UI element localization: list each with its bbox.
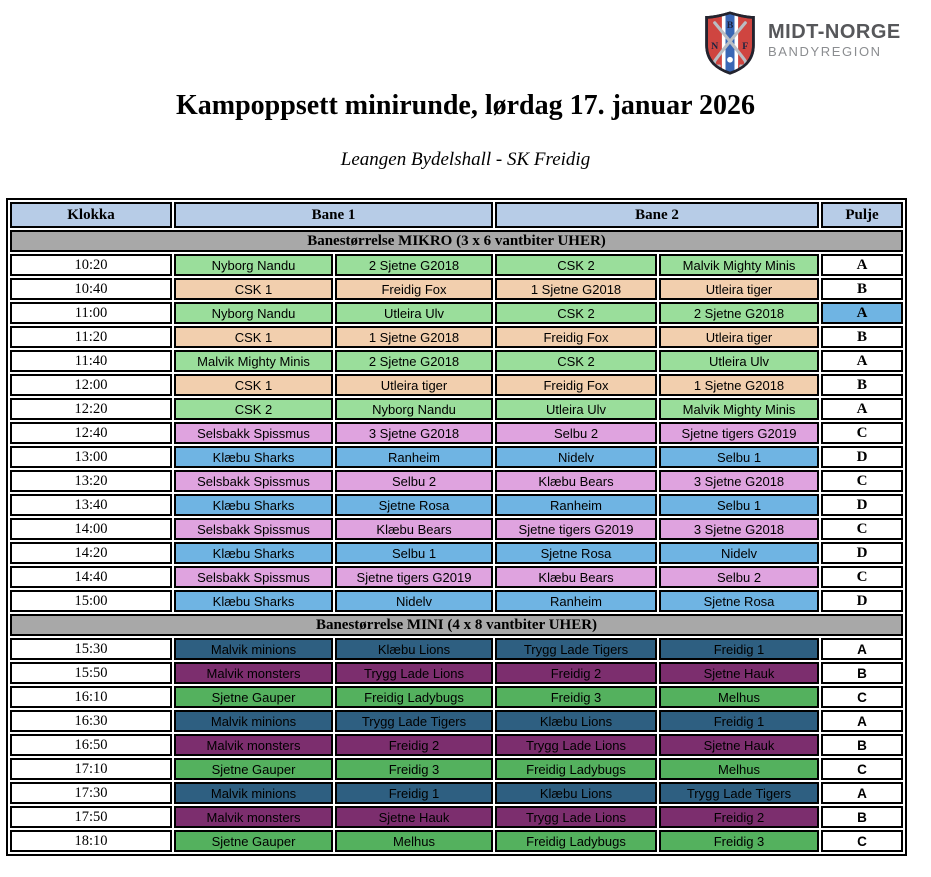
team-cell: Utleira Ulv — [659, 350, 819, 372]
region-logo — [703, 11, 901, 76]
pulje-cell: C — [821, 422, 903, 444]
team-cell: Klæbu Sharks — [174, 590, 333, 612]
team-cell: 3 Sjetne G2018 — [659, 470, 819, 492]
team-cell: Malvik monsters — [174, 806, 333, 828]
team-cell: Utleira tiger — [659, 278, 819, 300]
team-cell: Selsbakk Spissmus — [174, 470, 333, 492]
col-header-bane2: Bane 2 — [495, 202, 819, 228]
pulje-cell: A — [821, 710, 903, 732]
team-cell: 1 Sjetne G2018 — [495, 278, 657, 300]
pulje-cell: C — [821, 830, 903, 852]
team-cell: Selbu 1 — [659, 494, 819, 516]
team-cell: 3 Sjetne G2018 — [335, 422, 493, 444]
team-cell: Sjetne tigers G2019 — [495, 518, 657, 540]
region-subname: BANDYREGION — [768, 44, 882, 59]
time-cell: 15:30 — [10, 638, 172, 660]
team-cell: Nyborg Nandu — [174, 302, 333, 324]
team-cell: Freidig 3 — [659, 830, 819, 852]
match-row — [10, 422, 903, 444]
team-cell: Sjetne tigers G2019 — [659, 422, 819, 444]
pulje-cell: C — [821, 518, 903, 540]
time-cell: 12:40 — [10, 422, 172, 444]
pulje-cell: D — [821, 590, 903, 612]
team-cell: Melhus — [659, 686, 819, 708]
match-row — [10, 494, 903, 516]
team-cell: Utleira tiger — [335, 374, 493, 396]
team-cell: Klæbu Sharks — [174, 494, 333, 516]
time-cell: 17:30 — [10, 782, 172, 804]
team-cell: Sjetne Hauk — [659, 662, 819, 684]
time-cell: 10:20 — [10, 254, 172, 276]
team-cell: Freidig 1 — [659, 638, 819, 660]
match-row — [10, 326, 903, 348]
team-cell: Freidig Fox — [495, 374, 657, 396]
team-cell: Nyborg Nandu — [335, 398, 493, 420]
team-cell: Freidig 2 — [659, 806, 819, 828]
team-cell: Nidelv — [335, 590, 493, 612]
pulje-cell: C — [821, 686, 903, 708]
region-logo-text — [768, 22, 901, 59]
team-cell: CSK 2 — [495, 254, 657, 276]
team-cell: Klæbu Bears — [495, 566, 657, 588]
match-row — [10, 782, 903, 804]
match-row — [10, 638, 903, 660]
match-row — [10, 566, 903, 588]
team-cell: 2 Sjetne G2018 — [659, 302, 819, 324]
team-cell: Klæbu Bears — [335, 518, 493, 540]
team-cell: Malvik Mighty Minis — [174, 350, 333, 372]
team-cell: Klæbu Lions — [495, 782, 657, 804]
team-cell: Freidig 2 — [495, 662, 657, 684]
team-cell: Malvik monsters — [174, 734, 333, 756]
pulje-cell: C — [821, 566, 903, 588]
team-cell: 3 Sjetne G2018 — [659, 518, 819, 540]
match-row — [10, 518, 903, 540]
match-row — [10, 470, 903, 492]
team-cell: Malvik monsters — [174, 662, 333, 684]
team-cell: Selsbakk Spissmus — [174, 566, 333, 588]
team-cell: Selsbakk Spissmus — [174, 518, 333, 540]
shield-letter-f: F — [742, 40, 749, 52]
time-cell: 12:20 — [10, 398, 172, 420]
shield-letter-n: N — [711, 40, 719, 52]
team-cell: Trygg Lade Tigers — [335, 710, 493, 732]
team-cell: Nidelv — [495, 446, 657, 468]
team-cell: Ranheim — [495, 590, 657, 612]
page-title: Kampoppsett minirunde, lørdag 17. januar 2026 — [176, 90, 755, 121]
team-cell: Trygg Lade Lions — [495, 734, 657, 756]
team-cell: Selbu 2 — [335, 470, 493, 492]
section-header-label: Banestørrelse MINI (4 x 8 vantbiter UHER) — [10, 614, 903, 636]
team-cell: Klæbu Sharks — [174, 542, 333, 564]
team-cell: CSK 1 — [174, 326, 333, 348]
time-cell: 10:40 — [10, 278, 172, 300]
pulje-cell: A — [821, 302, 903, 324]
team-cell: Selsbakk Spissmus — [174, 422, 333, 444]
pulje-cell: B — [821, 734, 903, 756]
team-cell: Sjetne Gauper — [174, 758, 333, 780]
time-cell: 12:00 — [10, 374, 172, 396]
match-row — [10, 710, 903, 732]
time-cell: 17:50 — [10, 806, 172, 828]
team-cell: Klæbu Lions — [335, 638, 493, 660]
time-cell: 13:00 — [10, 446, 172, 468]
team-cell: CSK 1 — [174, 278, 333, 300]
pulje-cell: A — [821, 350, 903, 372]
time-cell: 14:40 — [10, 566, 172, 588]
pulje-cell: A — [821, 782, 903, 804]
match-row — [10, 446, 903, 468]
region-name: MIDT-NORGE — [768, 21, 901, 43]
team-cell: Klæbu Sharks — [174, 446, 333, 468]
team-cell: Trygg Lade Lions — [495, 806, 657, 828]
match-row — [10, 662, 903, 684]
schedule-body — [10, 230, 903, 852]
match-row — [10, 758, 903, 780]
team-cell: 2 Sjetne G2018 — [335, 254, 493, 276]
col-header-pulje: Pulje — [821, 202, 903, 228]
team-cell: Trygg Lade Tigers — [495, 638, 657, 660]
pulje-cell: B — [821, 374, 903, 396]
team-cell: Melhus — [335, 830, 493, 852]
time-cell: 13:20 — [10, 470, 172, 492]
team-cell: CSK 2 — [174, 398, 333, 420]
team-cell: Freidig 3 — [495, 686, 657, 708]
pulje-cell: A — [821, 638, 903, 660]
team-cell: Ranheim — [495, 494, 657, 516]
pulje-cell: C — [821, 470, 903, 492]
match-row — [10, 374, 903, 396]
team-cell: Selbu 1 — [659, 446, 819, 468]
team-cell: Malvik Mighty Minis — [659, 398, 819, 420]
pulje-cell: D — [821, 494, 903, 516]
match-row — [10, 278, 903, 300]
match-row — [10, 398, 903, 420]
match-row — [10, 254, 903, 276]
match-row — [10, 302, 903, 324]
match-row — [10, 734, 903, 756]
team-cell: Sjetne Hauk — [335, 806, 493, 828]
match-row — [10, 830, 903, 852]
team-cell: Sjetne Rosa — [335, 494, 493, 516]
team-cell: Freidig Ladybugs — [495, 758, 657, 780]
team-cell: Sjetne tigers G2019 — [335, 566, 493, 588]
team-cell: CSK 1 — [174, 374, 333, 396]
team-cell: Freidig Fox — [495, 326, 657, 348]
shield-letter-b: B — [726, 20, 734, 32]
team-cell: Freidig 1 — [659, 710, 819, 732]
match-row — [10, 590, 903, 612]
team-cell: Malvik minions — [174, 710, 333, 732]
team-cell: Freidig Fox — [335, 278, 493, 300]
time-cell: 14:20 — [10, 542, 172, 564]
time-cell: 15:50 — [10, 662, 172, 684]
time-cell: 14:00 — [10, 518, 172, 540]
team-cell: Sjetne Rosa — [659, 590, 819, 612]
team-cell: Utleira Ulv — [495, 398, 657, 420]
team-cell: Malvik minions — [174, 782, 333, 804]
pulje-cell: B — [821, 662, 903, 684]
section-row — [10, 614, 903, 636]
team-cell: Utleira tiger — [659, 326, 819, 348]
team-cell: Freidig 3 — [335, 758, 493, 780]
time-cell: 16:50 — [10, 734, 172, 756]
match-row — [10, 806, 903, 828]
time-cell: 11:20 — [10, 326, 172, 348]
match-schedule-table — [6, 198, 907, 856]
team-cell: Freidig Ladybugs — [335, 686, 493, 708]
team-cell: Ranheim — [335, 446, 493, 468]
team-cell: Sjetne Rosa — [495, 542, 657, 564]
pulje-cell: A — [821, 254, 903, 276]
col-header-bane1: Bane 1 — [174, 202, 493, 228]
bandy-shield-icon — [703, 11, 757, 76]
section-row — [10, 230, 903, 252]
team-cell: Freidig Ladybugs — [495, 830, 657, 852]
team-cell: Nidelv — [659, 542, 819, 564]
team-cell: Sjetne Gauper — [174, 686, 333, 708]
team-cell: Sjetne Hauk — [659, 734, 819, 756]
team-cell: Nyborg Nandu — [174, 254, 333, 276]
time-cell: 16:10 — [10, 686, 172, 708]
bandy-ball-icon — [727, 57, 733, 63]
team-cell: Selbu 2 — [659, 566, 819, 588]
team-cell: Malvik minions — [174, 638, 333, 660]
pulje-cell: D — [821, 446, 903, 468]
time-cell: 18:10 — [10, 830, 172, 852]
team-cell: Trygg Lade Lions — [335, 662, 493, 684]
team-cell: Melhus — [659, 758, 819, 780]
team-cell: Malvik Mighty Minis — [659, 254, 819, 276]
pulje-cell: A — [821, 398, 903, 420]
match-row — [10, 542, 903, 564]
team-cell: Selbu 2 — [495, 422, 657, 444]
time-cell: 13:40 — [10, 494, 172, 516]
team-cell: Klæbu Bears — [495, 470, 657, 492]
team-cell: Utleira Ulv — [335, 302, 493, 324]
team-cell: Klæbu Lions — [495, 710, 657, 732]
time-cell: 11:00 — [10, 302, 172, 324]
section-header-label: Banestørrelse MIKRO (3 x 6 vantbiter UHER) — [10, 230, 903, 252]
match-row — [10, 686, 903, 708]
time-cell: 15:00 — [10, 590, 172, 612]
team-cell: Sjetne Gauper — [174, 830, 333, 852]
pulje-cell: C — [821, 758, 903, 780]
team-cell: CSK 2 — [495, 302, 657, 324]
col-header-klokka: Klokka — [10, 202, 172, 228]
venue-subtitle: Leangen Bydelshall - SK Freidig — [340, 149, 591, 170]
pulje-cell: B — [821, 278, 903, 300]
team-cell: Trygg Lade Tigers — [659, 782, 819, 804]
team-cell: Freidig 1 — [335, 782, 493, 804]
pulje-cell: B — [821, 806, 903, 828]
team-cell: Selbu 1 — [335, 542, 493, 564]
time-cell: 17:10 — [10, 758, 172, 780]
pulje-cell: B — [821, 326, 903, 348]
pulje-cell: D — [821, 542, 903, 564]
team-cell: 1 Sjetne G2018 — [659, 374, 819, 396]
time-cell: 11:40 — [10, 350, 172, 372]
time-cell: 16:30 — [10, 710, 172, 732]
team-cell: 2 Sjetne G2018 — [335, 350, 493, 372]
match-row — [10, 350, 903, 372]
team-cell: 1 Sjetne G2018 — [335, 326, 493, 348]
header-row — [10, 202, 903, 228]
team-cell: CSK 2 — [495, 350, 657, 372]
team-cell: Freidig 2 — [335, 734, 493, 756]
